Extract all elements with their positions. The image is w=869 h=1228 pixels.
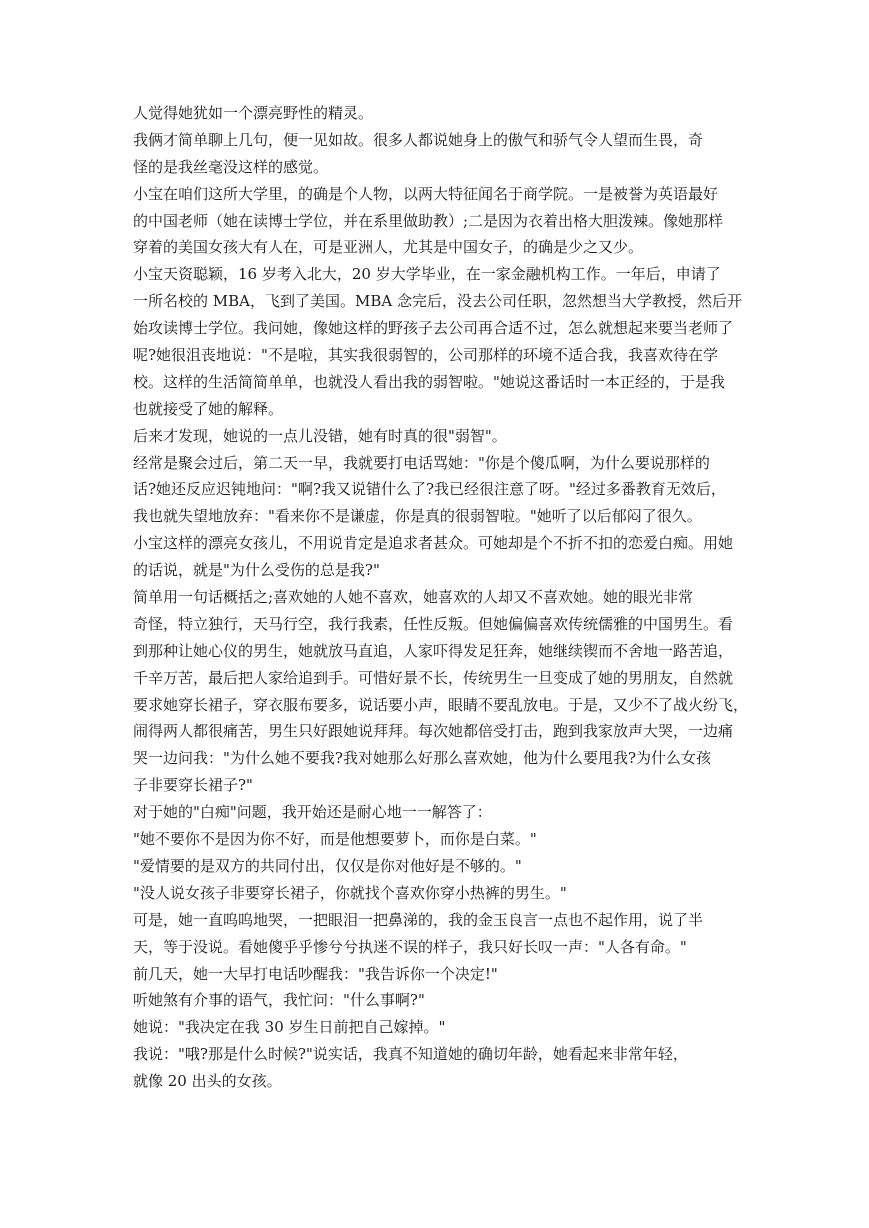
text-line: 后来才发现，她说的一点儿没错，她有时真的很"弱智"。: [133, 426, 507, 445]
text-line: 校。这样的生活简简单单，也就没人看出我的弱智啦。"她说这番话时一本正经的，于是我: [133, 372, 725, 391]
text-line: 呢?她很沮丧地说："不是啦，其实我很弱智的，公司那样的环境不适合我，我喜欢待在学: [133, 346, 718, 365]
text-line: 经常是聚会过后，第二天一早，我就要打电话骂她："你是个傻瓜啊，为什么要说那样的: [133, 453, 710, 472]
text-line: 简单用一句话概括之;喜欢她的人她不喜欢，她喜欢的人却又不喜欢她。她的眼光非常: [133, 588, 694, 607]
text-line: 听她煞有介事的语气，我忙问："什么事啊?": [133, 991, 425, 1010]
text-line: 可是，她一直呜呜地哭，一把眼泪一把鼻涕的，我的金玉良言一点也不起作用，说了半: [133, 910, 704, 929]
text-line: 人觉得她犹如一个漂亮野性的精灵。: [133, 104, 374, 122]
text-line: 我俩才简单聊上几句，便一见如故。很多人都说她身上的傲气和骄气令人望而生畏，奇: [133, 130, 704, 149]
text-line: 始攻读博士学位。我问她，像她这样的野孩子去公司再合适不过，怎么就想起来要当老师了: [133, 319, 734, 338]
text-line: 奇怪，特立独行，天马行空，我行我素，任性反叛。但她偏偏喜欢传统儒雅的中国男生。看: [133, 614, 734, 633]
document-body: [133, 100, 749, 1095]
text-line: 闹得两人都很痛苦，男生只好跟她说拜拜。每次她都倍受打击，跑到我家放声大哭，一边痛: [133, 722, 734, 741]
text-line: 千辛万苦，最后把人家给追到手。可惜好景不长，传统男生一旦变成了她的男朋友，自然就: [133, 668, 734, 687]
text-line: 的话说，就是"为什么受伤的总是我?": [133, 561, 380, 580]
text-line: 话?她还反应迟钝地问："啊?我又说错什么了?我已经很注意了呀。"经过多番教育无效后，: [133, 480, 726, 499]
text-line: "她不要你不是因为你不好，而是他想要萝卜，而你是白菜。": [133, 830, 537, 849]
text-line: 子非要穿长裙子?": [133, 776, 253, 795]
text-line: 怪的是我丝毫没这样的感觉。: [133, 157, 329, 176]
text-line: 小宝天资聪颖，16 岁考入北大，20 岁大学毕业，在一家金融机构工作。一年后，申请了: [133, 265, 721, 284]
text-line: "没人说女孩子非要穿长裙子，你就找个喜欢你穿小热裤的男生。": [133, 883, 567, 902]
text-line: 我说："哦?那是什么时候?"说实话，我真不知道她的确切年龄，她看起来非常年轻，: [133, 1045, 688, 1064]
text-line: 的中国老师（她在读博士学位，并在系里做助教）;二是因为衣着出格大胆泼辣。像她那样: [133, 211, 724, 230]
text-line: 对于她的"白痴"问题，我开始还是耐心地一一解答了：: [133, 803, 492, 822]
text-line: 天，等于没说。看她傻乎乎惨兮兮执迷不误的样子，我只好长叹一声："人各有命。": [133, 937, 687, 956]
text-line: 一所名校的 MBA，飞到了美国。MBA 念完后，没去公司任职，忽然想当大学教授，然后开: [133, 292, 742, 311]
text-line: 我也就失望地放弃："看来你不是谦虚，你是真的很弱智啦。"她听了以后郁闷了很久。: [133, 507, 702, 526]
text-line: 也就接受了她的解释。: [133, 399, 284, 418]
text-line: 她说："我决定在我 30 岁生日前把自己嫁掉。": [133, 1018, 446, 1037]
text-line: "爱情要的是双方的共同付出，仅仅是你对他好是不够的。": [133, 856, 522, 875]
text-line: 小宝这样的漂亮女孩儿，不用说肯定是追求者甚众。可她却是个不折不扣的恋爱白痴。用她: [133, 534, 734, 553]
text-line: 穿着的美国女孩大有人在，可是亚洲人，尤其是中国女子，的确是少之又少。: [133, 238, 644, 257]
text-line: 小宝在咱们这所大学里，的确是个人物，以两大特征闻名于商学院。一是被誉为英语最好: [133, 184, 719, 203]
text-line: 到那种让她心仪的男生，她就放马直追，人家吓得发足狂奔，她继续锲而不舍地一路苦追，: [133, 641, 734, 660]
text-line: 要求她穿长裙子，穿衣服布要多，说话要小声，眼睛不要乱放电。于是，又少不了战火纷飞，: [133, 695, 749, 714]
text-line: 前几天，她一大早打电话吵醒我："我告诉你一个决定!": [133, 964, 498, 983]
text-line: 就像 20 出头的女孩。: [133, 1072, 282, 1091]
text-line: 哭一边问我："为什么她不要我?我对她那么好那么喜欢她，他为什么要甩我?为什么女孩: [133, 749, 711, 768]
